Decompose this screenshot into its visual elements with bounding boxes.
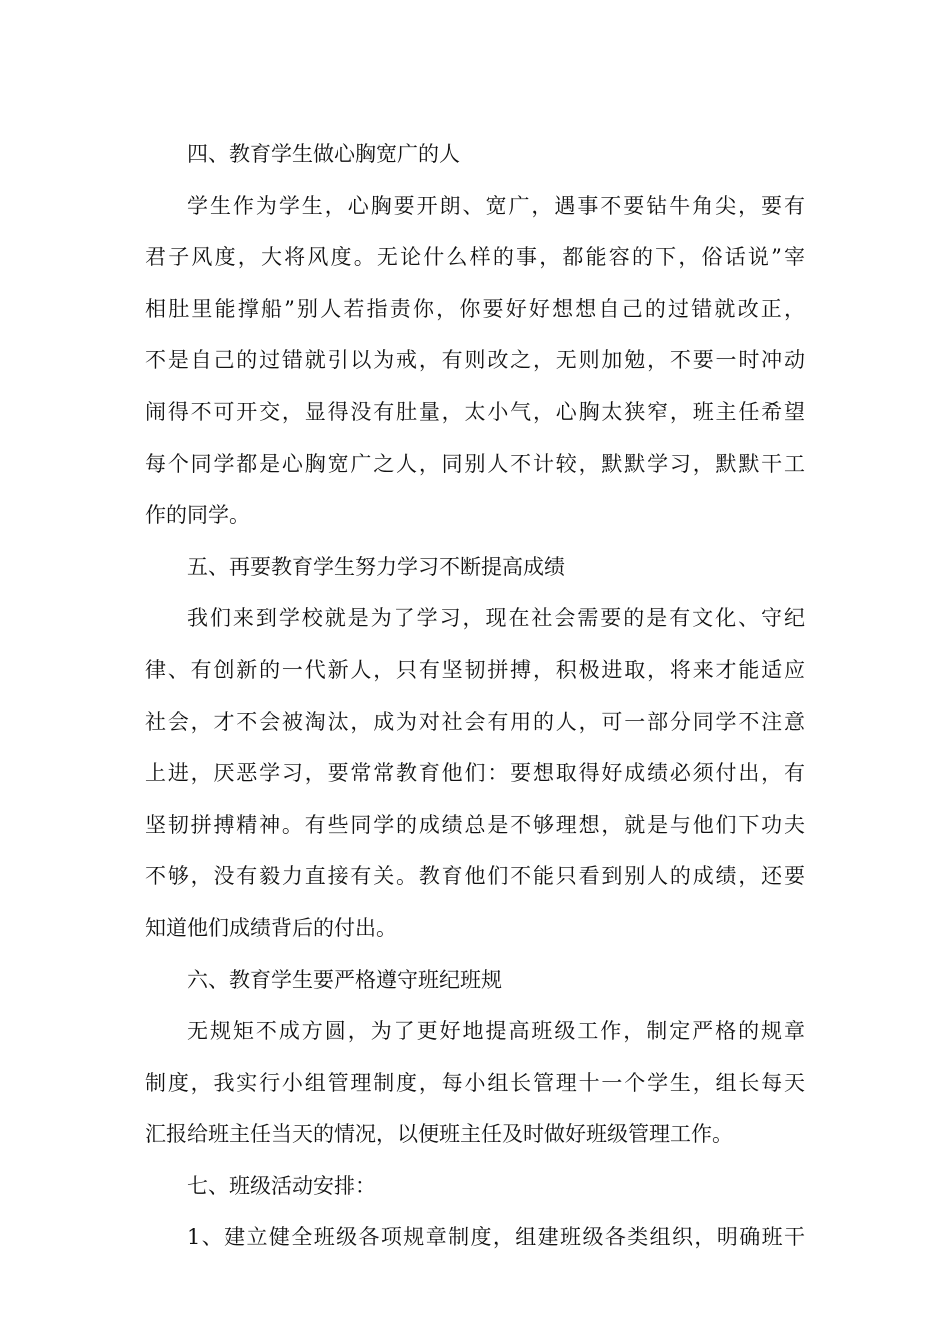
paragraph-line: 律、有创新的一代新人，只有坚韧拼搏，积极进取，将来才能适应: [145, 657, 805, 682]
section-heading: 七、班级活动安排：: [187, 1173, 376, 1198]
paragraph-line: 闹得不可开交，显得没有肚量，太小气，心胸太狭窄，班主任希望: [145, 399, 805, 424]
section-6: [145, 955, 805, 1161]
paragraph-line: 知道他们成绩背后的付出。: [145, 915, 397, 940]
section-4: [145, 129, 805, 542]
section-paragraph: [145, 1006, 805, 1161]
section-paragraph: [145, 593, 805, 954]
section-7: [145, 1161, 805, 1264]
section-paragraph: [145, 1212, 805, 1264]
section-heading: 六、教育学生要严格遵守班纪班规: [187, 967, 502, 992]
paragraph-line: 社会，才不会被淘汰，成为对社会有用的人，可一部分同学不注意: [145, 709, 805, 734]
paragraph-line: 1、建立健全班级各项规章制度，组建班级各类组织，明确班干: [187, 1225, 805, 1250]
section-heading: 四、教育学生做心胸宽广的人: [187, 142, 460, 166]
paragraph-line: 我们来到学校就是为了学习，现在社会需要的是有文化、守纪: [187, 606, 805, 631]
paragraph-line: 坚韧拼搏精神。有些同学的成绩总是不够理想，就是与他们下功夫: [145, 812, 805, 837]
paragraph-line: 制度，我实行小组管理制度，每小组长管理十一个学生，组长每天: [145, 1070, 805, 1095]
paragraph-line: 无规矩不成方圆，为了更好地提高班级工作，制定严格的规章: [187, 1019, 805, 1044]
section-heading: 五、再要教育学生努力学习不断提高成绩: [187, 554, 565, 579]
paragraph-line: 上进，厌恶学习，要常常教育他们：要想取得好成绩必须付出，有: [145, 761, 805, 786]
document-body: [145, 129, 805, 1264]
paragraph-line: 不是自己的过错就引以为戒，有则改之，无则加勉，不要一时冲动: [145, 348, 805, 373]
section-5: [145, 542, 805, 955]
section-paragraph: [145, 181, 805, 542]
paragraph-line: 每个同学都是心胸宽广之人，同别人不计较，默默学习，默默干工: [145, 451, 805, 476]
paragraph-line: 君子风度，大将风度。无论什么样的事，都能容的下，俗话说”宰: [145, 245, 805, 270]
paragraph-line: 作的同学。: [145, 503, 250, 528]
paragraph-line: 不够，没有毅力直接有关。教育他们不能只看到别人的成绩，还要: [145, 864, 805, 889]
paragraph-line: 相肚里能撑船”别人若指责你，你要好好想想自己的过错就改正，: [145, 296, 805, 321]
paragraph-line: 汇报给班主任当天的情况，以便班主任及时做好班级管理工作。: [145, 1122, 733, 1147]
paragraph-line: 学生作为学生，心胸要开朗、宽广，遇事不要钻牛角尖，要有: [187, 193, 805, 218]
